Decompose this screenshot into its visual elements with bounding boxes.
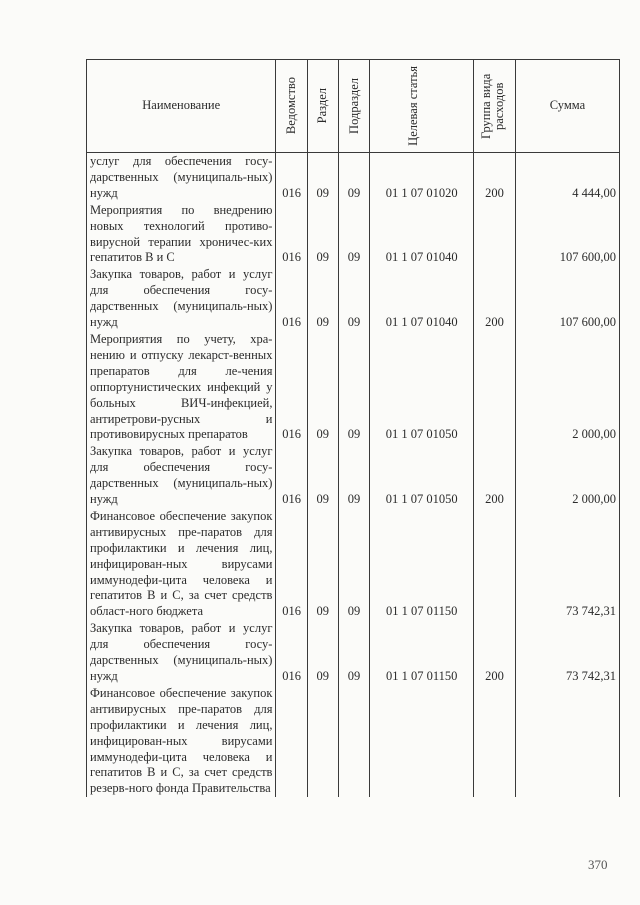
row-expense-group bbox=[474, 685, 516, 797]
row-target-article: 01 1 07 01040 bbox=[370, 202, 474, 267]
row-subsection: 09 bbox=[338, 620, 369, 685]
row-expense-group: 200 bbox=[474, 266, 516, 331]
row-target-article: 01 1 07 01150 bbox=[370, 620, 474, 685]
row-subsection: 09 bbox=[338, 202, 369, 267]
row-department: 016 bbox=[276, 266, 307, 331]
header-department-label: Ведомство bbox=[284, 77, 299, 135]
row-subsection: 09 bbox=[338, 153, 369, 202]
row-subsection: 09 bbox=[338, 508, 369, 620]
table-row bbox=[87, 266, 620, 331]
row-name: Закупка товаров, работ и услуг для обеспечения госу-дарственных (муниципаль-ных) нужд bbox=[87, 443, 276, 508]
table-row bbox=[87, 153, 620, 202]
row-section: 09 bbox=[307, 443, 338, 508]
row-name: Мероприятия по учету, хра-нению и отпуску лекарст-венных препаратов для ле-чения оппортунистических инфекций у больных ВИЧ-инфекцией, антиретрови-русных и противовирусных препаратов bbox=[87, 331, 276, 443]
row-expense-group bbox=[474, 202, 516, 267]
header-target-article-label: Целевая статья bbox=[405, 66, 420, 146]
row-section: 09 bbox=[307, 266, 338, 331]
row-subsection bbox=[338, 685, 369, 797]
row-section bbox=[307, 685, 338, 797]
budget-table bbox=[86, 59, 620, 797]
table-header-row bbox=[87, 60, 620, 153]
header-expense-group bbox=[474, 60, 516, 153]
row-sum: 2 000,00 bbox=[515, 331, 619, 443]
row-department: 016 bbox=[276, 331, 307, 443]
row-section: 09 bbox=[307, 331, 338, 443]
header-expense-group-label: Группа вида расходов bbox=[478, 73, 506, 139]
header-sum: Сумма bbox=[515, 60, 619, 153]
table-row bbox=[87, 685, 620, 797]
row-department: 016 bbox=[276, 620, 307, 685]
page-number: 370 bbox=[588, 857, 608, 872]
table-row bbox=[87, 202, 620, 267]
row-target-article bbox=[370, 685, 474, 797]
row-sum: 2 000,00 bbox=[515, 443, 619, 508]
row-target-article: 01 1 07 01050 bbox=[370, 331, 474, 443]
table-row bbox=[87, 331, 620, 443]
row-section: 09 bbox=[307, 620, 338, 685]
header-section bbox=[307, 60, 338, 153]
row-department: 016 bbox=[276, 443, 307, 508]
row-sum: 73 742,31 bbox=[515, 508, 619, 620]
row-section: 09 bbox=[307, 508, 338, 620]
row-department: 016 bbox=[276, 153, 307, 202]
row-department: 016 bbox=[276, 202, 307, 267]
header-department bbox=[276, 60, 307, 153]
header-target-article bbox=[370, 60, 474, 153]
row-name: Закупка товаров, работ и услуг для обеспечения госу-дарственных (муниципаль-ных) нужд bbox=[87, 620, 276, 685]
row-section: 09 bbox=[307, 202, 338, 267]
row-subsection: 09 bbox=[338, 331, 369, 443]
row-expense-group bbox=[474, 508, 516, 620]
table-row bbox=[87, 508, 620, 620]
row-sum: 73 742,31 bbox=[515, 620, 619, 685]
row-subsection: 09 bbox=[338, 266, 369, 331]
row-target-article: 01 1 07 01040 bbox=[370, 266, 474, 331]
row-department: 016 bbox=[276, 508, 307, 620]
row-target-article: 01 1 07 01020 bbox=[370, 153, 474, 202]
row-expense-group: 200 bbox=[474, 153, 516, 202]
row-department bbox=[276, 685, 307, 797]
header-subsection bbox=[338, 60, 369, 153]
row-name: Закупка товаров, работ и услуг для обеспечения госу-дарственных (муниципаль-ных) нужд bbox=[87, 266, 276, 331]
row-target-article: 01 1 07 01050 bbox=[370, 443, 474, 508]
row-section: 09 bbox=[307, 153, 338, 202]
header-subsection-label: Подраздел bbox=[346, 78, 361, 134]
row-expense-group: 200 bbox=[474, 620, 516, 685]
row-subsection: 09 bbox=[338, 443, 369, 508]
row-name: Мероприятия по внедрению новых технологий противо-вирусной терапии хроничес-ких гепатитов В и С bbox=[87, 202, 276, 267]
row-name: Финансовое обеспечение закупок антивирусных пре-паратов для профилактики и лечения лиц, инфицирован-ных вирусами иммунодефи-цита человека и гепатитов В и С, за счет средств резерв-ного фонда Правительства bbox=[87, 685, 276, 797]
header-section-label: Раздел bbox=[315, 88, 330, 124]
header-name: Наименование bbox=[87, 60, 276, 153]
row-target-article: 01 1 07 01150 bbox=[370, 508, 474, 620]
table-row bbox=[87, 443, 620, 508]
table-row bbox=[87, 620, 620, 685]
row-expense-group: 200 bbox=[474, 443, 516, 508]
row-sum: 107 600,00 bbox=[515, 266, 619, 331]
row-sum: 4 444,00 bbox=[515, 153, 619, 202]
row-sum: 107 600,00 bbox=[515, 202, 619, 267]
row-name: Финансовое обеспечение закупок антивирусных пре-паратов для профилактики и лечения лиц, инфицирован-ных вирусами иммунодефи-цита человека и гепатитов В и С, за счет средств област-ного бюджета bbox=[87, 508, 276, 620]
row-sum bbox=[515, 685, 619, 797]
row-expense-group bbox=[474, 331, 516, 443]
row-name: услуг для обеспечения госу-дарственных (муниципаль-ных) нужд bbox=[87, 153, 276, 202]
